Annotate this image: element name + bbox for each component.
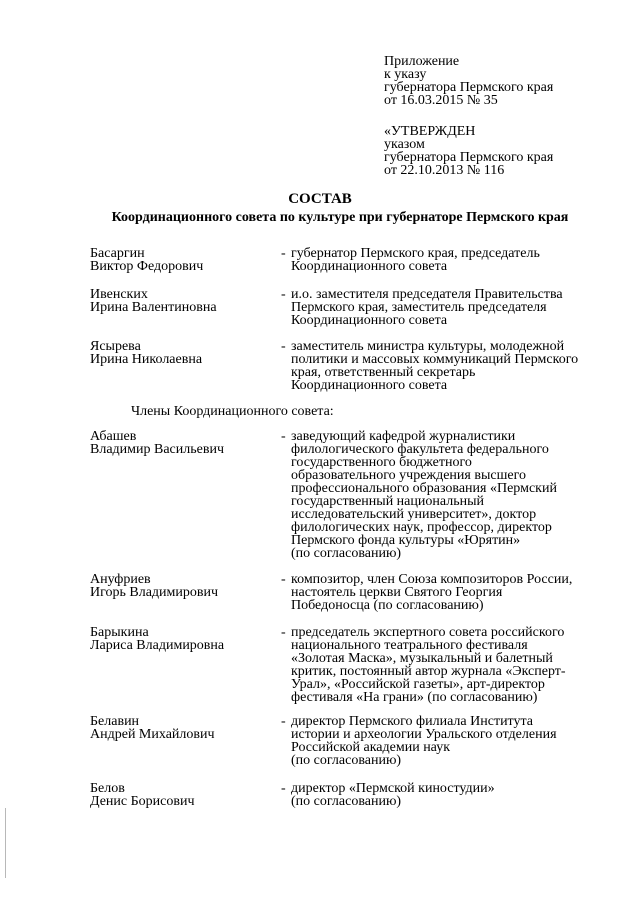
position-line: Координационного совета <box>291 313 448 328</box>
document-title: СОСТАВ <box>288 191 352 207</box>
scan-edge-mark <box>5 808 6 878</box>
member-given-names: Денис Борисович <box>90 794 195 809</box>
member-surname: Ануфриев <box>90 572 151 587</box>
member-name <box>90 782 280 808</box>
position-line: государственный национальный <box>291 494 484 509</box>
position-line: председатель экспертного совета российского <box>291 625 565 640</box>
position-line: филологического факультета федерального <box>291 442 549 457</box>
dash-separator: - <box>281 287 286 302</box>
position-line: директор Пермского филиала Института <box>291 714 533 729</box>
position-line: настоятель церкви Святого Георгия <box>291 585 503 600</box>
position-line: (по согласованию) <box>291 546 402 561</box>
member-given-names: Виктор Федорович <box>90 259 204 274</box>
position-line: Пермского края, заместитель председателя <box>291 300 547 315</box>
position-line: образовательного учреждения высшего <box>291 468 526 483</box>
document-subtitle: Координационного совета по культуре при губернаторе Пермского края <box>111 210 569 225</box>
member-name <box>90 247 280 273</box>
appendix-line: к указу <box>384 67 427 82</box>
position-line: (по согласованию) <box>291 794 402 809</box>
position-line: критик, постоянный автор журнала «Эксперт- <box>291 664 566 679</box>
member-position <box>291 715 621 767</box>
appendix-line: от 16.03.2015 № 35 <box>384 93 498 108</box>
appendix-block <box>384 55 553 107</box>
position-line: Пермского фонда культуры «Юрятин» <box>291 533 521 548</box>
member-given-names: Лариса Владимировна <box>90 638 225 653</box>
member-surname: Басаргин <box>90 246 145 261</box>
member-given-names: Игорь Владимирович <box>90 585 219 600</box>
member-surname: Ясырева <box>90 339 141 354</box>
dash-separator: - <box>281 625 286 640</box>
member-position <box>291 782 621 808</box>
member-position <box>291 288 621 327</box>
dash-separator: - <box>281 781 286 796</box>
member-position <box>291 340 621 392</box>
member-name <box>90 430 280 456</box>
approved-line: указом <box>384 137 425 152</box>
position-line: Координационного совета <box>291 378 448 393</box>
appendix-line: Приложение <box>384 54 460 69</box>
position-line: профессионального образования «Пермский <box>291 481 557 496</box>
position-line: директор «Пермской киностудии» <box>291 781 495 796</box>
member-name <box>90 340 280 366</box>
position-line: фестиваля «На грани» (по согласованию) <box>291 690 538 705</box>
member-surname: Абашев <box>90 429 137 444</box>
members-heading: Члены Координационного совета: <box>131 404 334 419</box>
member-name <box>90 626 280 652</box>
approved-line: губернатора Пермского края <box>384 150 554 165</box>
dash-separator: - <box>281 246 286 261</box>
position-line: филологических наук, профессор, директор <box>291 520 552 535</box>
member-position <box>291 626 621 704</box>
member-surname: Барыкина <box>90 625 149 640</box>
member-position <box>291 573 621 612</box>
position-line: Победоносца (по согласованию) <box>291 598 484 613</box>
position-line: композитор, член Союза композиторов России, <box>291 572 573 587</box>
member-name <box>90 573 280 599</box>
member-given-names: Ирина Валентиновна <box>90 300 217 315</box>
position-line: национального театрального фестиваля <box>291 638 528 653</box>
position-line: истории и археологии Уральского отделения <box>291 727 557 742</box>
member-given-names: Андрей Михайлович <box>90 727 215 742</box>
member-surname: Белавин <box>90 714 140 729</box>
member-position <box>291 430 621 560</box>
position-line: (по согласованию) <box>291 753 402 768</box>
member-given-names: Ирина Николаевна <box>90 352 203 367</box>
dash-separator: - <box>281 572 286 587</box>
position-line: политики и массовых коммуникаций Пермского <box>291 352 579 367</box>
position-line: Урал», «Российской газеты», арт-директор <box>291 677 545 692</box>
member-surname: Белов <box>90 781 125 796</box>
position-line: заместитель министра культуры, молодежной <box>291 339 565 354</box>
member-name <box>90 288 280 314</box>
member-surname: Ивенских <box>90 287 148 302</box>
member-position <box>291 247 621 273</box>
dash-separator: - <box>281 339 286 354</box>
approved-line: «УТВЕРЖДЕН <box>384 124 476 139</box>
position-line: исследовательский университет», доктор <box>291 507 537 522</box>
position-line: Координационного совета <box>291 259 448 274</box>
position-line: «Золотая Маска», музыкальный и балетный <box>291 651 553 666</box>
approved-block <box>384 125 553 177</box>
position-line: государственного бюджетного <box>291 455 472 470</box>
position-line: Российской академии наук <box>291 740 450 755</box>
dash-separator: - <box>281 429 286 444</box>
dash-separator: - <box>281 714 286 729</box>
position-line: и.о. заместителя председателя Правительства <box>291 287 563 302</box>
position-line: края, ответственный секретарь <box>291 365 476 380</box>
position-line: заведующий кафедрой журналистики <box>291 429 516 444</box>
approved-line: от 22.10.2013 № 116 <box>384 163 505 178</box>
member-name <box>90 715 280 741</box>
member-given-names: Владимир Васильевич <box>90 442 224 457</box>
appendix-line: губернатора Пермского края <box>384 80 554 95</box>
position-line: губернатор Пермского края, председатель <box>291 246 540 261</box>
